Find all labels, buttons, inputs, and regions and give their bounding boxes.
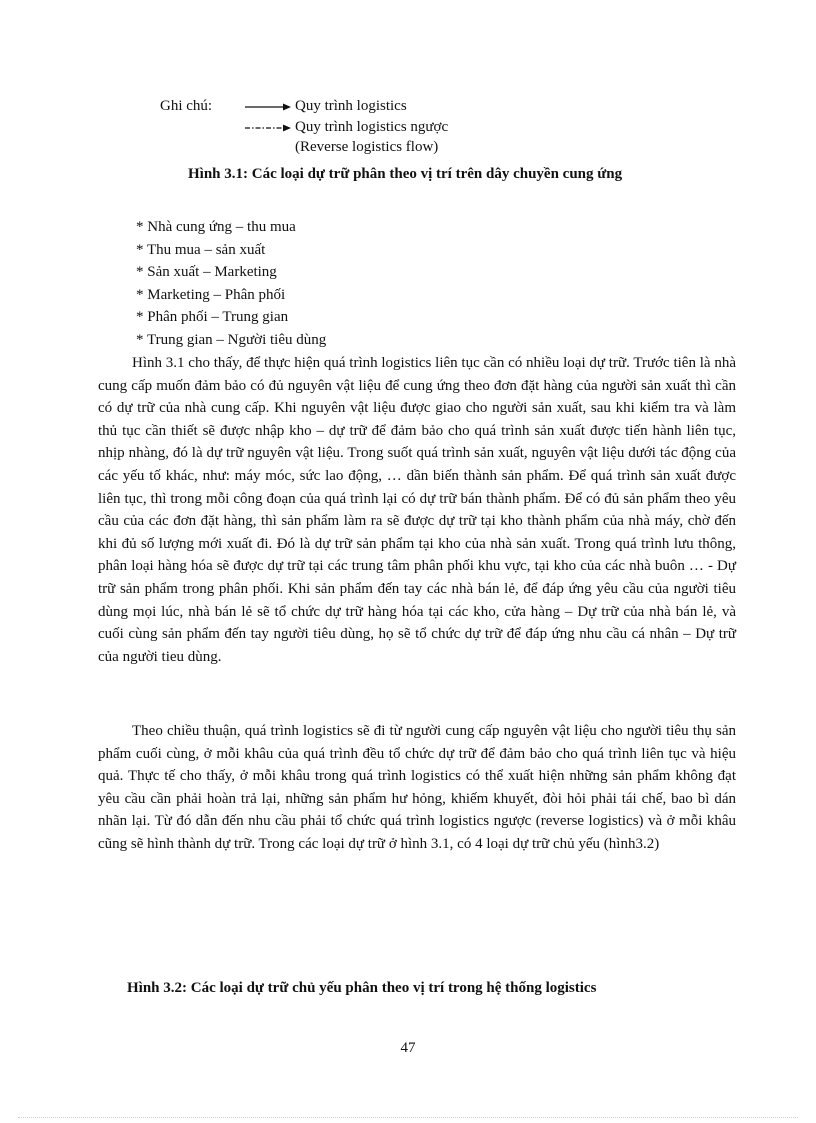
page-bottom-divider (18, 1117, 798, 1118)
list-item: * Marketing – Phân phối (136, 286, 286, 303)
page-number: 47 (400, 1040, 416, 1056)
list-item: * Nhà cung ứng – thu mua (136, 219, 296, 235)
legend-reverse (243, 119, 448, 136)
legend-reverse-en: (Reverse logistics flow) (295, 139, 439, 155)
list-item: * Thu mua – sản xuất (136, 241, 266, 258)
list-item: * Trung gian – Người tiêu dùng (136, 331, 327, 348)
list-item: * Sản xuất – Marketing (136, 264, 277, 281)
figure-3-2-caption: Hình 3.2: Các loại dự trữ chủ yếu phân theo vị trí trong hệ thống logistics (127, 980, 597, 996)
body-paragraph-1: Hình 3.1 cho thấy, để thực hiện quá trình logistics liên tục cần có nhiều loại dự trữ. Trước tiên là nhà cung cấp muốn đảm bảo có đủ nguyên vật liệu để cung ứng theo đơn đặt hàng của người sản xuất thì cần có dự trữ của nhà cung cấp. Khi nguyên vật liệu được giao cho người sản xuất, sau khi kiểm tra và làm thủ tục cần thiết sẽ được nhập kho – dự trữ để đảm bảo cho quá trình sản xuất được tiến hành liên tục, nhịp nhàng, đó là dự trữ nguyên vật liệu. Trong suốt quá trình sản xuất, nguyên vật liệu dưới tác động của các yếu tố khác, như: máy móc, sức lao động, … dần biến thành sản phẩm. Để quá trình sản xuất được liên tục, thì trong mỗi công đoạn của quá trình lại có dự trữ bán thành phẩm. Để có đủ sản phẩm theo yêu cầu của các đơn đặt hàng, thì sản phẩm làm ra sẽ được dự trữ tại kho thành phẩm của nhà máy, chờ đến khi đủ số lượng mới xuất đi. Đó là dự trữ sản phẩm tại kho của nhà sản xuất. Trong quá trình lưu thông, phân loại hàng hóa sẽ được dự trữ tại các trung tâm phân phối khu vực, tại kho của các nhà buôn … - Dự trữ sản phẩm trong phân phối. Khi sản phẩm đến tay các nhà bán lẻ, để đáp ứng yêu cầu của người tiêu dùng mọi lúc, nhà bán lẻ sẽ tổ chức dự trữ hàng hóa tại các kho, cửa hàng – Dự trữ của nhà bán lẻ, và cuối cùng sản phẩm đến tay người tiêu dùng, họ sẽ tổ chức dự trữ để đáp ứng nhu cầu cá nhân – Dự trữ của người tieu dùng. (98, 355, 736, 665)
legend-label: Ghi chú: (160, 98, 213, 114)
list-item: * Phân phối – Trung gian (136, 309, 289, 326)
solid-arrow-icon (243, 102, 291, 112)
bullet-list (136, 216, 326, 352)
figure-3-1-caption: Hình 3.1: Các loại dự trữ phân theo vị trí trên dây chuyền cung ứng (188, 166, 623, 182)
legend-forward-text: Quy trình logistics (295, 98, 407, 114)
dashed-arrow-icon (243, 123, 291, 133)
body-paragraph-2: Theo chiều thuận, quá trình logistics sẽ đi từ người cung cấp nguyên vật liệu cho người tiêu thụ sản phẩm cuối cùng, ở mỗi khâu của quá trình đều tổ chức dự trữ để đảm bảo cho quá trình liên tục và hiệu quả. Thực tế cho thấy, ở mỗi khâu trong quá trình logistics có thể xuất hiện những sản phẩm không đạt yêu cầu cần phải hoàn trả lại, những sản phẩm hư hỏng, khiếm khuyết, đòi hỏi phải tái chế, bao bì dán nhãn lại. Từ đó dẫn đến nhu cầu phải tổ chức quá trình logistics ngược (reverse logistics) và ở mỗi khâu cũng sẽ hình thành dự trữ. Trong các loại dự trữ ở hình 3.1, có 4 loại dự trữ chủ yếu (hình3.2) (98, 723, 736, 852)
legend-forward (243, 98, 407, 115)
legend-reverse-text: Quy trình logistics ngược (295, 119, 449, 135)
